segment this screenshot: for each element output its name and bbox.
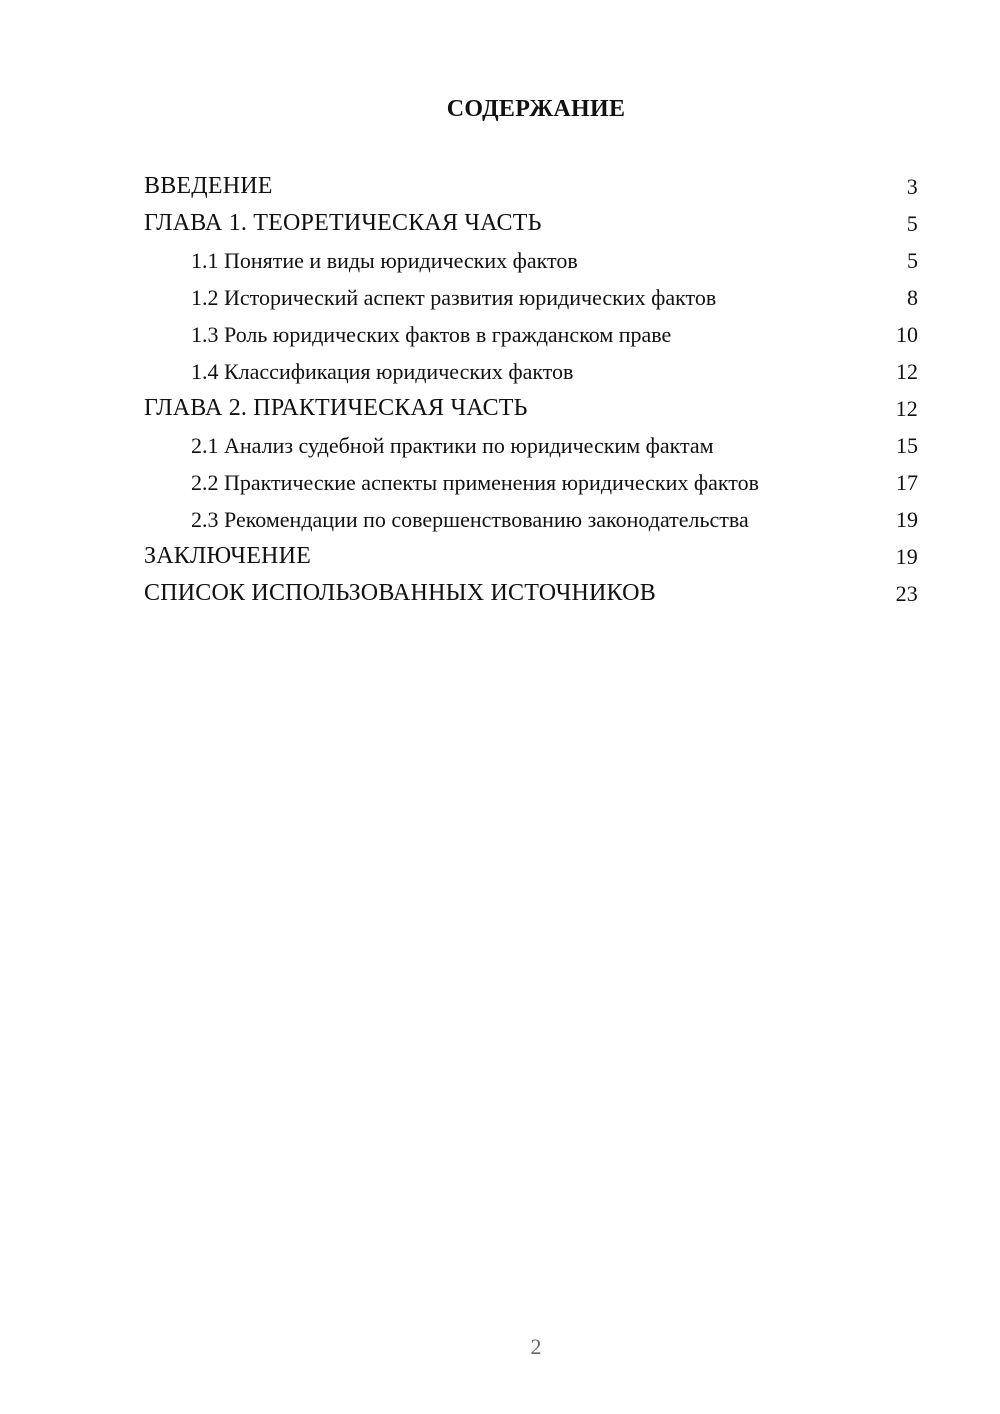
page-title: СОДЕРЖАНИЕ	[446, 96, 626, 122]
toc-entry-section-2-3[interactable]	[144, 501, 918, 538]
toc-entry-title: 2.2 Практические аспекты применения юридических фактов	[191, 470, 760, 495]
toc-entry-page: 23	[895, 581, 918, 606]
toc-entry-section-1-4[interactable]	[144, 353, 918, 390]
toc-entry-title: 1.2 Исторический аспект развития юридических фактов	[191, 285, 717, 310]
toc-entry-title: ГЛАВА 1. ТЕОРЕТИЧЕСКАЯ ЧАСТЬ	[144, 210, 542, 236]
toc-entry-page: 8	[907, 285, 918, 310]
toc-entry-introduction[interactable]	[144, 168, 918, 205]
toc-entry-section-1-1[interactable]	[144, 242, 918, 279]
toc-entry-page: 19	[895, 544, 918, 569]
toc-entry-title: ЗАКЛЮЧЕНИЕ	[144, 543, 311, 569]
toc-entry-section-2-2[interactable]	[144, 464, 918, 501]
toc-entry-section-1-3[interactable]	[144, 316, 918, 353]
toc-entry-page: 17	[896, 470, 918, 495]
toc-entry-title: 2.1 Анализ судебной практики по юридическим фактам	[191, 433, 714, 458]
toc-entry-references[interactable]	[144, 575, 918, 612]
toc-entry-title: ГЛАВА 2. ПРАКТИЧЕСКАЯ ЧАСТЬ	[144, 395, 528, 421]
toc-entry-title: 1.1 Понятие и виды юридических фактов	[191, 248, 578, 273]
toc-entry-page: 12	[896, 359, 918, 384]
toc-entry-title: 1.4 Классификация юридических фактов	[191, 359, 574, 384]
toc-entry-title: 2.3 Рекомендации по совершенствованию законодательства	[191, 507, 749, 532]
toc-entry-page: 15	[896, 433, 918, 458]
toc-entry-title: СПИСОК ИСПОЛЬЗОВАННЫХ ИСТОЧНИКОВ	[144, 580, 656, 606]
toc-entry-page: 3	[906, 174, 918, 199]
table-of-contents	[144, 168, 918, 612]
toc-entry-section-2-1[interactable]	[144, 427, 918, 464]
toc-entry-page: 10	[896, 322, 918, 347]
toc-entry-page: 12	[895, 396, 918, 421]
toc-entry-page: 19	[896, 507, 918, 532]
toc-entry-page: 5	[906, 211, 918, 236]
toc-entry-page: 5	[907, 248, 918, 273]
toc-entry-title: 1.3 Роль юридических фактов в гражданском праве	[191, 322, 672, 347]
toc-entry-section-1-2[interactable]	[144, 279, 918, 316]
toc-entry-conclusion[interactable]	[144, 538, 918, 575]
page-number: 2	[530, 1334, 542, 1359]
toc-entry-chapter-2[interactable]	[144, 390, 918, 427]
toc-entry-chapter-1[interactable]	[144, 205, 918, 242]
toc-entry-title: ВВЕДЕНИЕ	[144, 173, 273, 199]
